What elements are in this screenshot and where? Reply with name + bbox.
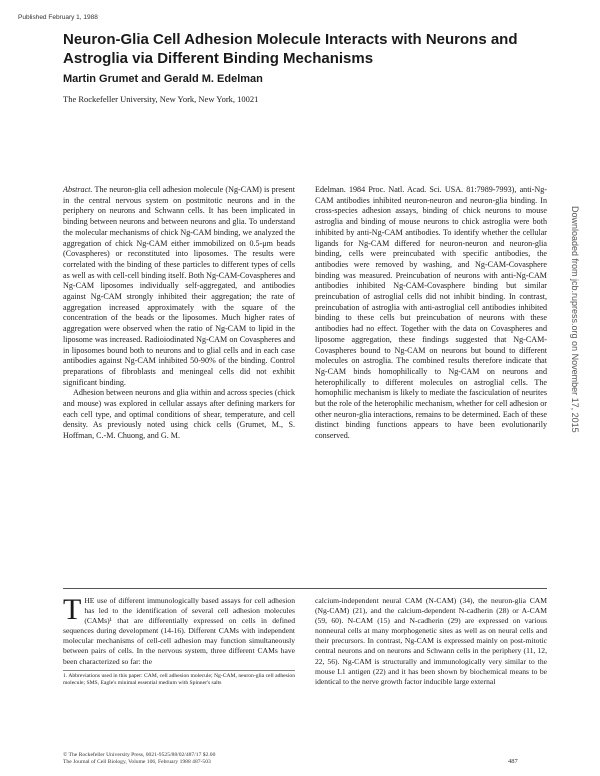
intro-paragraph-continued: calcium-independent neural CAM (N-CAM) (34), the neuron-glia CAM (Ng-CAM) (21), and the calcium-dependent N-cadherin (28) or A-CAM (59, 60). N-CAM (15) and N-cadherin (29) are expressed on various nonneural cells at many morphogenetic sites as well as on neural cells and their precursors. In contrast, Ng-CAM is expressed mainly on post-mitotic central neurons and on neurons and Schwann cells in the periphery (11, 12, 22, 56). Ng-CAM is structurally and immunologically very similar to the mouse L1 antigen (22) and it has been shown by biochemical means to be identical to the nerve growth factor inducible large external: [315, 596, 547, 686]
journal-citation: The Journal of Cell Biology, Volume 106, February 1988 487-503: [63, 759, 211, 765]
footnote: 1. Abbreviations used in this paper: CAM, cell adhesion molecule; Ng-CAM, neuron-glia cell adhesion molecule; SMS, Eagle's minimal essential medium with Spinner's salts: [63, 670, 295, 687]
intro-left-column: [63, 593, 295, 687]
section-divider: [63, 588, 547, 589]
abstract-label: Abstract.: [63, 185, 93, 194]
copyright-line: © The Rockefeller University Press, 0021-9525/88/02/487/17 $2.00: [63, 752, 216, 758]
copyright-footer: [63, 752, 215, 766]
intro-right-column: [315, 596, 547, 687]
abstract-paragraph-3: Edelman. 1984 Proc. Natl. Acad. Sci. USA. 81:7989-7993), anti-Ng-CAM antibodies inhibited neuron-neuron and neuron-glia binding. In cross-species adhesion assays, binding of chick neurons to mouse astroglia and binding of mouse neurons to chick astroglia were both inhibited by anti-Ng-CAM antibodies. To identify whether the cellular ligands for Ng-CAM differed for neuron-neuron and neuron-glia binding, cells were preincubated with specific antibodies, the antibodies were removed by washing, and Ng-CAM-Covasphere binding was measured. Preincubation of neurons with anti-Ng-CAM antibodies inhibited Ng-CAM-Covasphere binding but similar preincubation of astroglial cells did not inhibit binding. In contrast, preincubation of astroglia with anti-astroglial cell antibodies inhibited binding to these cells but preincubation of neurons with these antibodies had no effect. Together with the data on Covaspheres and liposome aggregation, these findings suggested that Ng-CAM-Covaspheres bound to Ng-CAM on neurons but bound to different molecules on astroglia. The combined results therefore indicate that Ng-CAM binds homophilically to Ng-CAM on neurons and heterophilically to different molecules on astroglial cells. The homophilic mechanism is likely to mediate the fasciculation of neurites but the role of the heterophilic mechanism, whether for cell adhesion or other neuron-glia interactions, remains to be determined. Each of these distinct binding functions appears to have been evolutionarily conserved.: [315, 185, 547, 441]
page-number: 487: [508, 758, 518, 765]
affiliation: The Rockefeller University, New York, New York, 10021: [63, 94, 259, 104]
drop-cap: T: [63, 593, 82, 626]
abstract-paragraph-1: Abstract. The neuron-glia cell adhesion molecule (Ng-CAM) is present in the central nervous system on postmitotic neurons and in the periphery on neurons and Schwann cells. It has been implicated in binding between neurons and between neurons and glia. To understand the molecular mechanisms of chick Ng-CAM binding, we analyzed the aggregation of chick Ng-CAM either immobilized on 0.5-μm beads (Covaspheres) or reconstituted into liposomes. The results were correlated with the binding of these particles to different types of cells as well as with cell-cell binding itself. Both Ng-CAM-Covaspheres and Ng-CAM liposomes individually self-aggregated, and antibodies against Ng-CAM strongly inhibited their aggregation; the rate of aggregation increased approximately with the square of the concentration of the beads or the liposomes. Much higher rates of aggregation were observed when the ratio of Ng-CAM to lipid in the liposome was increased. Radioiodinated Ng-CAM on Covaspheres and in liposomes bound both to neurons and to glial cells and in each case antibodies against Ng-CAM inhibited 50-90% of the binding. Control preparations of fibroblasts and meningeal cells did not exhibit significant binding.: [63, 185, 295, 387]
intro-paragraph: THE use of different immunologically based assays for cell adhesion has led to the identification of several cell adhesion molecules (CAMs)¹ that are differentially expressed on cells in defined sequences during development (14-16). Different CAMs with independent molecular mechanisms of cell-cell adhesion may function simultaneously between pairs of cells. In the nervous system, three different CAMs have been characterized so far: the: [63, 593, 295, 666]
published-note: Published February 1, 1988: [18, 14, 98, 21]
abstract-paragraph-2: Adhesion between neurons and glia within and across species (chick and mouse) was explored in cellular assays after defining markers for each cell type, and optimal conditions of shear, temperature, and cell density. As previously noted using chick cells (Grumet, M., S. Hoffman, C.-M. Chuong, and G. M.: [63, 388, 295, 441]
article-title: Neuron-Glia Cell Adhesion Molecule Interacts with Neurons and Astroglia via Different Binding Mechanisms: [63, 31, 518, 67]
authors: Martin Grumet and Gerald M. Edelman: [63, 73, 263, 85]
download-watermark: Downloaded from jcb.rupress.org on November 17, 2015: [570, 206, 580, 433]
abstract-right-column: [315, 185, 547, 442]
abstract-left-column: [63, 185, 295, 442]
